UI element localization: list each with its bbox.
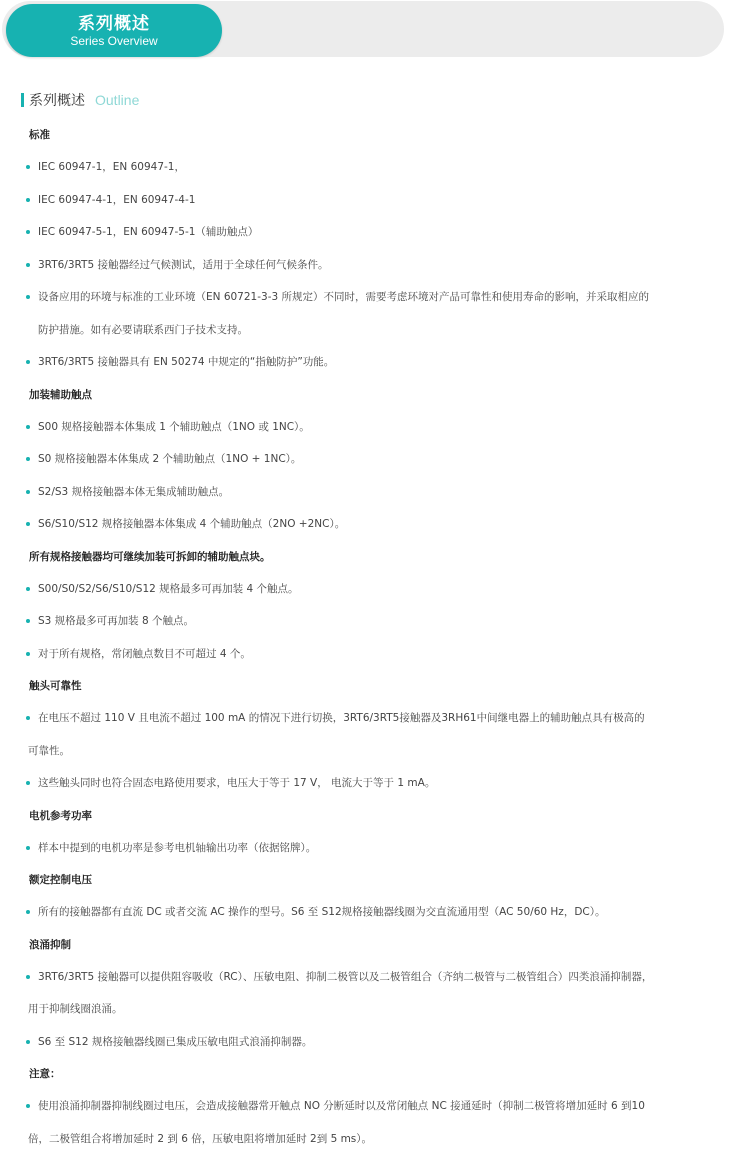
list-item-text: 这些触头同时也符合固态电路使用要求，电压大于等于 17 V， 电流大于等于 1 mA。 xyxy=(38,777,436,789)
bullet-dot-icon xyxy=(26,165,30,169)
list-item-text: S00 规格接触器本体集成 1 个辅助触点（1NO 或 1NC）。 xyxy=(38,420,310,433)
list-item xyxy=(0,151,750,184)
list-item-text-continued: 可靠性。 xyxy=(28,744,70,757)
list-item-text: 样本中提到的电机功率是参考电机轴输出功率（依据铭牌）。 xyxy=(38,841,317,854)
header-banner xyxy=(2,1,724,57)
banner-title-zh: 系列概述 xyxy=(78,14,150,34)
list-item xyxy=(0,1090,750,1155)
list-item-text: IEC 60947-4-1，EN 60947-4-1 xyxy=(38,193,196,206)
list-item-text: 3RT6/3RT5 接触器具有 EN 50274 中规定的“指触防护”功能。 xyxy=(38,356,335,368)
list-item-text: IEC 60947-5-1，EN 60947-5-1（辅助触点） xyxy=(38,226,259,238)
bullet-dot-icon xyxy=(26,619,30,623)
bullet-dot-icon xyxy=(26,846,30,850)
list-item xyxy=(0,1026,750,1059)
bullet-dot-icon xyxy=(26,490,30,494)
list-item-text: 所有的接触器都有直流 DC 或者交流 AC 操作的型号。S6 至 S12规格接触器线圈为交直流通用型（AC 50/60 Hz，DC）。 xyxy=(38,906,606,918)
bullet-dot-icon xyxy=(26,360,30,364)
bullet-dot-icon xyxy=(26,652,30,656)
list-item xyxy=(0,476,750,509)
bullet-dot-icon xyxy=(26,295,30,299)
list-item-text: 3RT6/3RT5 接触器可以提供阻容吸收（RC）、压敏电阻、抑制二极管以及二极管组合（齐纳二极管与二极管组合）四类浪涌抑制器， xyxy=(38,970,653,983)
list-item-text: 设备应用的环境与标准的工业环境（EN 60721-3-3 所规定）不同时，需要考虑环境对产品可靠性和使用寿命的影响，并采取相应的 xyxy=(38,291,650,303)
section-accent-bar xyxy=(21,93,24,107)
list-item-text: 对于所有规格，常闭触点数目不可超过 4 个。 xyxy=(38,647,251,660)
bullet-dot-icon xyxy=(26,1104,30,1108)
bullet-dot-icon xyxy=(26,230,30,234)
list-item xyxy=(0,638,750,671)
bullet-dot-icon xyxy=(26,716,30,720)
subsection-heading: 电机参考功率 xyxy=(29,809,92,822)
list-item-text: S6/S10/S12 规格接触器本体集成 4 个辅助触点（2NO +2NC）。 xyxy=(38,518,346,530)
subsection-heading: 浪涌抑制 xyxy=(29,938,71,951)
subsection-heading: 加装辅助触点 xyxy=(29,388,92,401)
list-item-text: 在电压不超过 110 V 且电流不超过 100 mA 的情况下进行切换，3RT6/3RT5接触器及3RH61中间继电器上的辅助触点具有极高的 xyxy=(38,712,645,724)
list-item xyxy=(0,832,750,865)
bullet-dot-icon xyxy=(26,781,30,785)
list-item-text: IEC 60947-1，EN 60947-1， xyxy=(38,161,185,173)
list-item xyxy=(0,411,750,444)
list-item xyxy=(0,249,750,282)
bullet-dot-icon xyxy=(26,263,30,267)
bullet-dot-icon xyxy=(26,425,30,429)
list-item xyxy=(0,184,750,217)
list-item xyxy=(0,767,750,800)
list-item xyxy=(0,961,750,1026)
section-title-en: Outline xyxy=(95,92,140,108)
list-item-text: 使用浪涌抑制器抑制线圈过电压，会造成接触器常开触点 NO 分断延时以及常闭触点 NC 接通延时（抑制二极管将增加延时 6 到10 xyxy=(38,1100,645,1112)
bullet-dot-icon xyxy=(26,198,30,202)
list-item-text-continued: 防护措施。如有必要请联系西门子技术支持。 xyxy=(38,323,248,336)
list-item-text-continued: 倍，二极管组合将增加延时 2 到 6 倍，压敏电阻将增加延时 2到 5 ms）。 xyxy=(28,1132,373,1145)
subsection-heading: 额定控制电压 xyxy=(29,874,92,886)
list-item xyxy=(0,346,750,379)
list-item-text: S00/S0/S2/S6/S10/S12 规格最多可再加装 4 个触点。 xyxy=(38,582,299,595)
overview-content xyxy=(0,119,750,1155)
section-title-zh: 系列概述 xyxy=(29,93,85,109)
list-item xyxy=(0,702,750,767)
bullet-dot-icon xyxy=(26,975,30,979)
banner-title-tab xyxy=(6,4,222,57)
list-item xyxy=(0,216,750,249)
subsection-heading: 所有规格接触器均可继续加装可拆卸的辅助触点块。 xyxy=(29,550,271,563)
list-item-text: S2/S3 规格接触器本体无集成辅助触点。 xyxy=(38,485,230,498)
banner-title-en: Series Overview xyxy=(70,34,158,48)
list-item-text: 3RT6/3RT5 接触器经过气候测试，适用于全球任何气候条件。 xyxy=(38,258,329,271)
section-heading xyxy=(21,90,139,110)
subsection-heading: 标准 xyxy=(29,129,50,141)
list-item xyxy=(0,573,750,606)
bullet-dot-icon xyxy=(26,522,30,526)
subsection-heading: 注意： xyxy=(29,1068,61,1080)
bullet-dot-icon xyxy=(26,910,30,914)
list-item xyxy=(0,443,750,476)
list-item xyxy=(0,896,750,929)
list-item xyxy=(0,281,750,346)
list-item-text: S6 至 S12 规格接触器线圈已集成压敏电阻式浪涌抑制器。 xyxy=(38,1035,313,1048)
subsection-heading: 触头可靠性 xyxy=(29,680,82,692)
bullet-dot-icon xyxy=(26,1040,30,1044)
bullet-dot-icon xyxy=(26,457,30,461)
list-item-text: S0 规格接触器本体集成 2 个辅助触点（1NO + 1NC）。 xyxy=(38,453,302,465)
list-item-text-continued: 用于抑制线圈浪涌。 xyxy=(28,1003,123,1015)
list-item xyxy=(0,605,750,638)
list-item-text: S3 规格最多可再加装 8 个触点。 xyxy=(38,615,195,627)
bullet-dot-icon xyxy=(26,587,30,591)
list-item xyxy=(0,508,750,541)
